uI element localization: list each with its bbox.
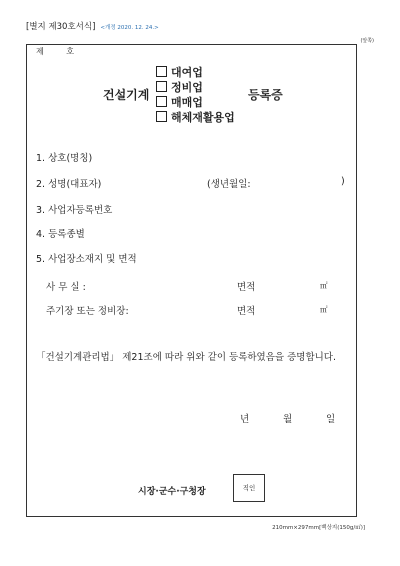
title-suffix: 등록증 bbox=[248, 88, 283, 102]
field-birth-date: (생년월일: bbox=[207, 179, 251, 190]
field-location: 5. 사업장소재지 및 면적 bbox=[36, 254, 137, 265]
field-representative: 2. 성명(대표자) bbox=[36, 179, 102, 190]
office-area-unit: ㎡ bbox=[320, 281, 328, 290]
field-trade-name: 1. 상호(명칭) bbox=[36, 153, 93, 164]
checkbox[interactable] bbox=[156, 111, 167, 122]
year-label: 년 bbox=[240, 414, 250, 425]
front-page-label: (앞쪽) bbox=[360, 38, 374, 44]
option-dismantling[interactable]: 해체재활용업 bbox=[156, 109, 235, 125]
form-number: [별지 제30호서식] bbox=[26, 22, 96, 32]
office-area-label: 면적 bbox=[237, 282, 256, 293]
field-registration-type: 4. 등록종별 bbox=[36, 229, 85, 240]
field-parking: 주기장 또는 정비장: bbox=[46, 306, 129, 317]
checkbox[interactable] bbox=[156, 96, 167, 107]
form-header bbox=[26, 20, 159, 32]
parking-area-unit: ㎡ bbox=[320, 305, 328, 314]
checkbox[interactable] bbox=[156, 81, 167, 92]
option-trade[interactable]: 매매업 bbox=[156, 94, 203, 110]
registration-number-label: 제 호 bbox=[36, 47, 74, 56]
birth-date-close: ) bbox=[341, 176, 345, 187]
field-business-reg-no: 3. 사업자등록번호 bbox=[36, 205, 113, 216]
option-rental[interactable]: 대여업 bbox=[156, 64, 203, 80]
certification-statement: 「건설기계관리법」 제21조에 따라 위와 같이 등록하였음을 증명합니다. bbox=[36, 352, 337, 363]
paper-spec: 210mm×297mm[백상지(150g/㎡)] bbox=[272, 525, 365, 531]
parking-area-label: 면적 bbox=[237, 306, 256, 317]
checkbox[interactable] bbox=[156, 66, 167, 77]
issuer: 시장·군수·구청장 bbox=[138, 487, 206, 497]
day-label: 일 bbox=[326, 414, 336, 425]
revision-date: <개정 2020. 12. 24.> bbox=[100, 25, 159, 31]
field-office: 사 무 실 : bbox=[46, 282, 86, 293]
option-repair[interactable]: 정비업 bbox=[156, 79, 203, 95]
title-main: 건설기계 bbox=[103, 88, 150, 102]
month-label: 월 bbox=[283, 414, 293, 425]
official-seal: 직인 bbox=[233, 474, 265, 502]
